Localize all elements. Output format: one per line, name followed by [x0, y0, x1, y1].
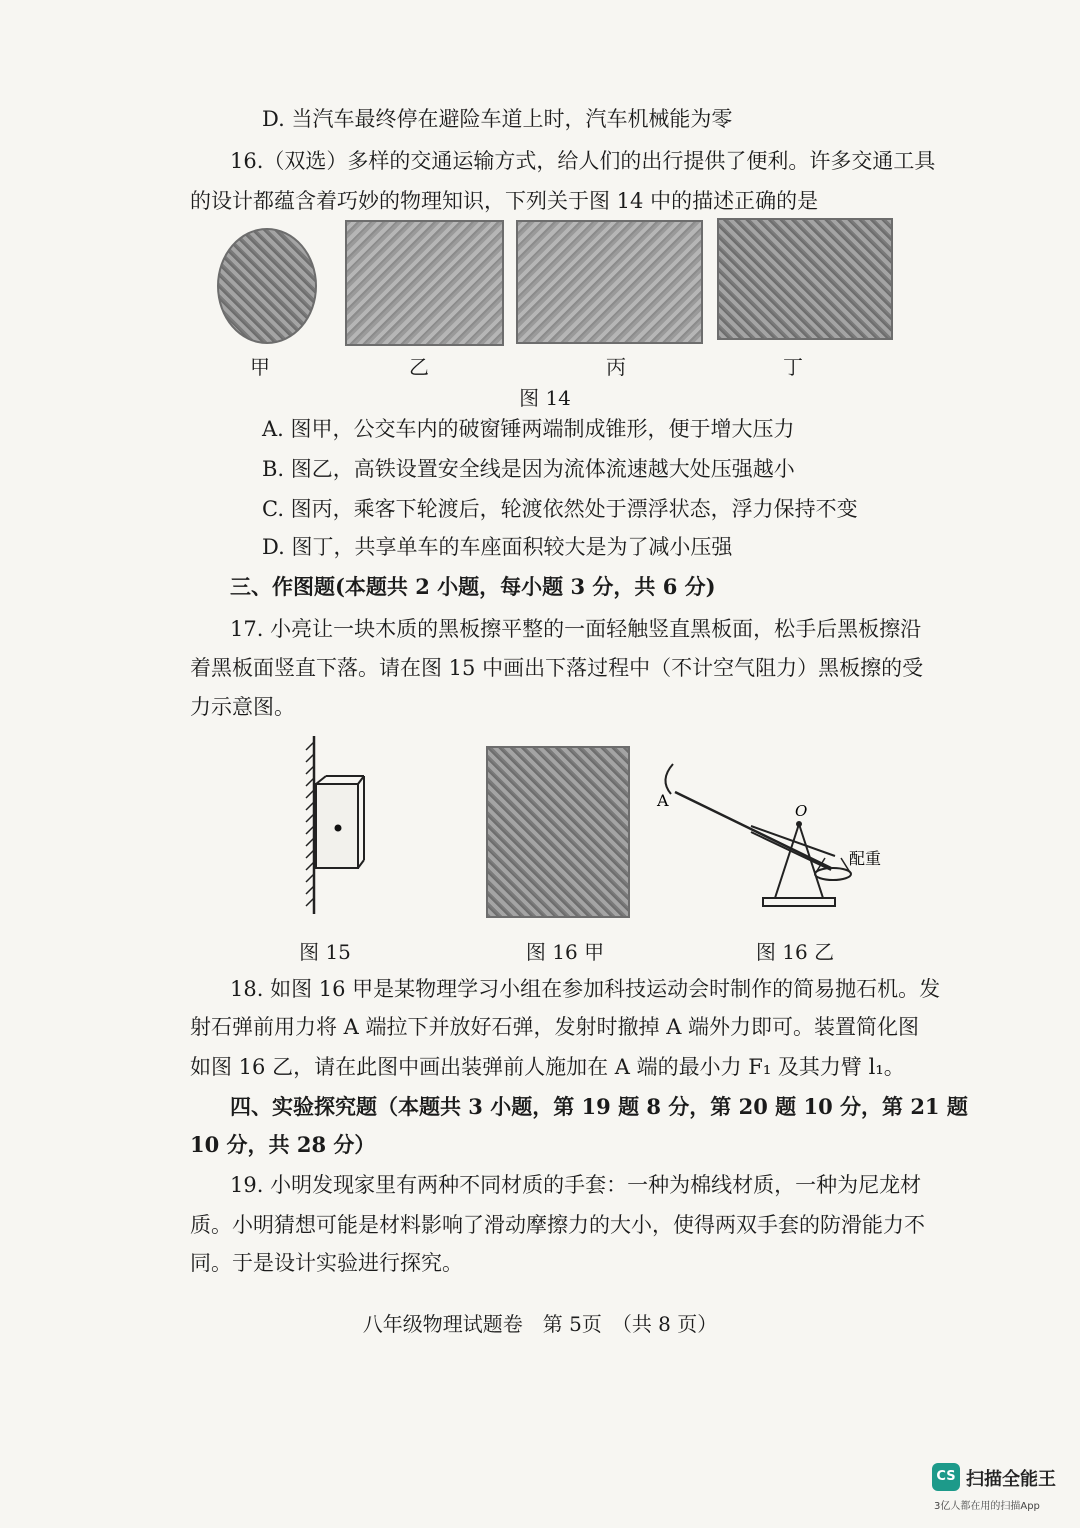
- figure16b-catapult-diagram: [655, 758, 895, 918]
- photo-jia-hammer: [217, 228, 317, 344]
- q18-line3: 如图 16 乙，请在此图中画出装弹前人施加在 A 端的最小力 F₁ 及其力臂 l₁。: [190, 1055, 905, 1079]
- label-a: A: [657, 791, 669, 810]
- q18-line1: 18. 如图 16 甲是某物理学习小组在参加科技运动会时制作的简易抛石机。发: [230, 977, 941, 1001]
- photo-bing-ferry: [516, 220, 703, 344]
- figure14-caption: 图 14: [519, 386, 571, 410]
- figure15-diagram: [300, 732, 370, 918]
- page-footer: 八年级物理试题卷 第 5页 （共 8 页）: [362, 1312, 718, 1336]
- q19-line2: 质。小明猜想可能是材料影响了滑动摩擦力的大小，使得两双手套的防滑能力不: [190, 1213, 925, 1237]
- section4-heading-line1: 四、实验探究题（本题共 3 小题，第 19 题 8 分，第 20 题 10 分，第 21 题: [230, 1094, 968, 1119]
- figure16a-caption: 图 16 甲: [525, 940, 605, 964]
- photo-label-ding: 丁: [783, 355, 803, 379]
- photo-label-jia: 甲: [250, 355, 270, 379]
- label-o: O: [795, 802, 808, 820]
- watermark-app-name: 扫描全能王: [966, 1469, 1056, 1490]
- watermark-tagline: 3亿人都在用的扫描App: [934, 1501, 1040, 1512]
- photo-yi-railway: [345, 220, 504, 346]
- q17-line2: 着黑板面竖直下落。请在图 15 中画出下落过程中（不计空气阻力）黑板擦的受: [190, 656, 924, 680]
- photo-label-bing: 丙: [606, 355, 626, 379]
- photo-label-yi: 乙: [409, 355, 429, 379]
- photo-ding-bicycles: [717, 218, 893, 340]
- q16-option-c: C. 图丙，乘客下轮渡后，轮渡依然处于漂浮状态，浮力保持不变: [262, 497, 858, 521]
- q16-option-b: B. 图乙，高铁设置安全线是因为流体流速越大处压强越小: [262, 457, 795, 481]
- camscanner-logo-icon: CS: [932, 1463, 960, 1491]
- section3-heading: 三、作图题(本题共 2 小题，每小题 3 分，共 6 分): [230, 574, 716, 599]
- q16-stem-line1: 16.（双选）多样的交通运输方式，给人们的出行提供了便利。许多交通工具: [230, 149, 936, 173]
- figure16a-catapult-photo: [486, 746, 630, 918]
- section4-heading-line2: 10 分，共 28 分）: [190, 1132, 376, 1157]
- figure16b-caption: 图 16 乙: [755, 940, 835, 964]
- q16-stem-line2: 的设计都蕴含着巧妙的物理知识，下列关于图 14 中的描述正确的是: [190, 189, 819, 213]
- q16-option-d: D. 图丁，共享单车的车座面积较大是为了减小压强: [262, 535, 733, 559]
- q17-line1: 17. 小亮让一块木质的黑板擦平整的一面轻触竖直黑板面，松手后黑板擦沿: [230, 617, 922, 641]
- q16-option-a: A. 图甲，公交车内的破窗锤两端制成锥形，便于增大压力: [262, 417, 795, 441]
- scanner-watermark: [932, 1463, 1062, 1519]
- q17-line3: 力示意图。: [190, 695, 295, 719]
- figure15-caption: 图 15: [299, 940, 351, 964]
- q15-option-d: D. 当汽车最终停在避险车道上时，汽车机械能为零: [262, 107, 733, 131]
- label-counterweight: 配重: [849, 849, 882, 868]
- q19-line3: 同。于是设计实验进行探究。: [190, 1251, 463, 1275]
- q19-line1: 19. 小明发现家里有两种不同材质的手套：一种为棉线材质，一种为尼龙材: [230, 1173, 922, 1197]
- q18-line2: 射石弹前用力将 A 端拉下并放好石弹，发射时撤掉 A 端外力即可。装置简化图: [190, 1015, 920, 1039]
